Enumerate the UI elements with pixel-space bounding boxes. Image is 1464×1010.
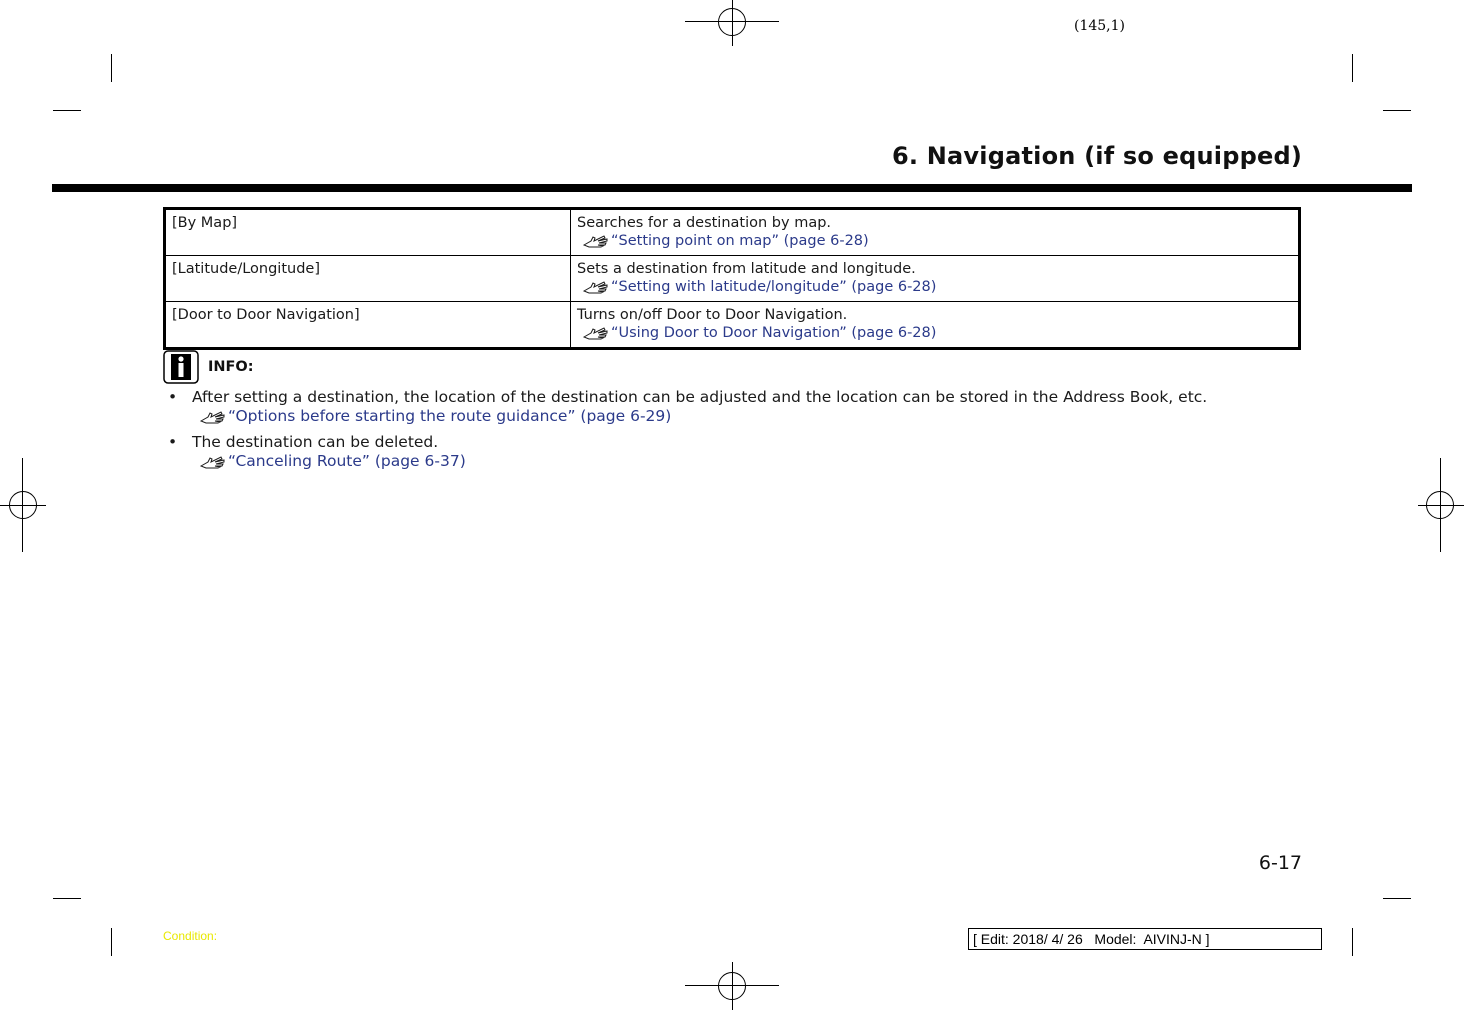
options-table [163,207,1301,350]
table-cell-description [571,209,1300,256]
title-rule [52,184,1412,192]
registration-mark [718,8,746,36]
crop-mark [1352,928,1353,956]
pointing-hand-icon [583,279,609,294]
condition-label: Condition: [163,929,218,943]
crop-mark [1383,898,1411,899]
info-bullet-text: After setting a destination, the location of the destination can be adjusted and the location can be stored in the Address Book, etc. [192,388,1208,406]
description-text: Turns on/off Door to Door Navigation. [577,307,848,323]
registration-mark [718,972,746,1000]
table-row [165,256,1300,302]
reference-text: “Using Door to Door Navigation” (page 6-28) [611,325,937,341]
registration-mark [1426,491,1454,519]
table-cell-item: [Latitude/Longitude] [165,256,571,302]
crop-mark [111,928,112,956]
info-bullet-text: The destination can be deleted. [192,433,439,451]
table-cell-item: [Door to Door Navigation] [165,302,571,349]
registration-mark [9,491,37,519]
table-row [165,209,1300,256]
reference-text: “Setting point on map” (page 6-28) [611,233,869,249]
info-icon [163,350,199,384]
page-code: (145,1) [1074,18,1126,34]
page-reference-link[interactable] [200,452,466,471]
pointing-hand-icon [583,325,609,340]
crop-mark [53,110,81,111]
table-row [165,302,1300,349]
bullet-marker: • [168,388,178,406]
table-cell-description [571,302,1300,349]
description-text: Searches for a destination by map. [577,215,832,231]
page-reference-link[interactable] [577,232,1292,250]
reference-text: “Canceling Route” (page 6-37) [228,452,466,470]
table-cell-item: [By Map] [165,209,571,256]
page-reference-link[interactable] [577,278,1292,296]
edit-info-box: [ Edit: 2018/ 4/ 26 Model: AIVINJ-N ] [968,928,1322,950]
crop-mark [1352,54,1353,82]
reference-text: “Setting with latitude/longitude” (page 6-28) [611,279,937,295]
description-text: Sets a destination from latitude and longitude. [577,261,916,277]
pointing-hand-icon [583,233,609,248]
table-cell-description [571,256,1300,302]
crop-mark [1383,110,1411,111]
pointing-hand-icon [200,409,226,424]
bullet-marker: • [168,433,178,451]
crop-mark [53,898,81,899]
page-reference-link[interactable] [200,407,671,426]
reference-text: “Options before starting the route guidance” (page 6-29) [228,407,672,425]
crop-mark [111,54,112,82]
pointing-hand-icon [200,454,226,469]
chapter-title: 6. Navigation (if so equipped) [891,142,1302,170]
page-reference-link[interactable] [577,324,1292,342]
page-number: 6-17 [1258,852,1302,874]
info-label: INFO: [208,359,254,375]
